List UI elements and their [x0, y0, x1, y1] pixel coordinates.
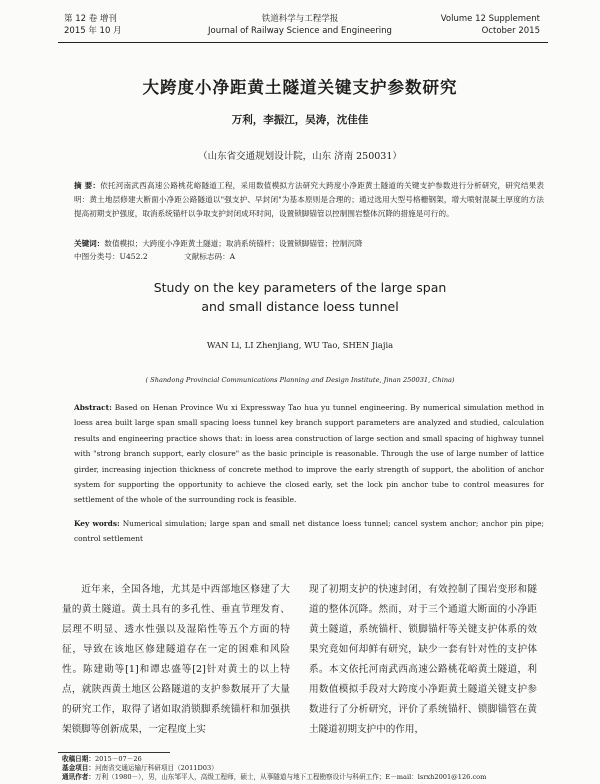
body-paragraph-left: 近年来，全国各地，尤其是中西部地区修建了大量的黄土隧道。黄土具有的多孔性、垂直节理发育、层理不明显、透水性强以及湿陷性等五个方面的特征，导致在该地区修建隧道存在一定的困难和风险性。陈建勋等[1]和谭忠盛等[2]针对黄土的以上特点，就陕西黄土地区公路隧道的支护参数展开了大量的研究工作，取得了诸如取消锁脚系统锚杆和加强拱架锁脚等创新成果，一定程度上实: [62, 584, 290, 735]
header-volume-en: Volume 12 Supplement: [440, 14, 540, 24]
title-en-line2: and small distance loess tunnel: [201, 299, 399, 314]
classification-cn: [74, 250, 544, 263]
header-volume-cn: 第 12 卷 增刊: [64, 14, 117, 24]
keywords-cn-text: 数值模拟；大跨度小净距黄土隧道；取消系统锚杆；设置锁脚锚管；控制沉降: [104, 239, 363, 248]
abstract-en-text: Based on Henan Province Wu xi Expressway Tao hua yu tunnel engineering. By numerical simulation method in loess area built large span small spacing loess tunnel key branch support parameters are analyzed and studied, calculation results and engineering practice shows that: in loess area construction of large section and small spacing of highway tunnel with "strong branch support, early closure" as the basic principle is reasonable. Through the use of large number of lattice girder, increasing injection thickness of concrete method to improve the early strength of support, the abolition of anchor system for supporting the opportunity to achieve the closed early, set the lock pin anchor tube to control measures for settlement of the whole of the surrounding rock is feasible.: [74, 403, 544, 505]
body-column-right: [309, 580, 537, 740]
footnote: [62, 755, 552, 782]
clc-number: 中图分类号：U452.2: [74, 252, 148, 261]
footnote-fund: 基金项目：河南省交通运输厅科研项目（2011D03）: [62, 764, 218, 772]
affiliation-en: ( Shandong Provincial Communications Planning and Design Institute, Jinan 250031, China): [145, 376, 455, 384]
authors-en: WAN Li, LI Zhenjiang, WU Tao, SHEN Jiajia: [206, 340, 394, 350]
header-date-en: October 2015: [481, 26, 540, 36]
header-journal-en: Journal of Railway Science and Engineering: [208, 26, 392, 36]
title-cn: 大跨度小净距黄土隧道关键支护参数研究: [142, 78, 458, 97]
footnote-received: 收稿日期：2015－07－26: [62, 755, 142, 763]
footnote-rule: [58, 752, 170, 753]
keywords-en-label: Key words:: [74, 519, 120, 528]
abstract-cn-text: 依托河南武西高速公路桃花峪隧道工程，采用数值模拟方法研究大跨度小净距黄土隧道的关键支护参数进行分析研究，研究结果表明：黄土地层修建大断面小净距公路隧道以"强支护、早封闭"为基本原则是合理的；通过选用大型号格栅钢架，增大喷射混凝土厚度的方法提高初期支护强度，取消系统锚杆以争取支护封闭成环时间，设置锁脚锚管以控制围岩整体沉降的措施是可行的。: [74, 181, 544, 218]
document-code: 文献标志码：A: [184, 252, 236, 261]
title-en: [0, 278, 600, 316]
authors-cn: 万利，李振江，吴涛，沈佳佳: [231, 114, 369, 126]
footnote-author: 通讯作者：万利（1980－），男，山东邹平人，高级工程师，硕士，从事隧道与地下工程勘察设计与科研工作；E－mail：lsrxh2001@126.com: [62, 773, 487, 781]
abstract-cn-label: 摘 要：: [74, 181, 101, 190]
abstract-en-label: Abstract:: [74, 403, 112, 412]
body-column-left: [62, 580, 290, 740]
keywords-en-text: Numerical simulation; large span and small net distance loess tunnel; cancel system anchor; anchor pin pipe; control settlement: [74, 519, 544, 544]
header-date-cn: 2015 年 10 月: [64, 26, 122, 36]
abstract-en: [74, 400, 544, 508]
header-rule: [58, 42, 548, 43]
keywords-cn: [74, 237, 544, 250]
affiliation-cn: （山东省交通规划设计院，山东 济南 250031）: [198, 151, 402, 162]
header-journal-cn: 铁道科学与工程学报: [261, 14, 339, 24]
body-paragraph-right: 现了初期支护的快速封闭，有效控制了围岩变形和隧道的整体沉降。然而，对于三个通道大断面的小净距黄土隧道，系统锚杆、锁脚锚杆等关键支护体系的效果究竟如何却鲜有研究，缺少一套有针对性的支护体系。本文依托河南武西高速公路桃花峪黄土隧道，利用数值模拟手段对大跨度小净距黄土隧道关键支护参数进行了分析研究，评价了系统锚杆、锁脚锚管在黄土隧道初期支护中的作用，: [309, 584, 537, 735]
title-en-line1: Study on the key parameters of the large span: [153, 280, 447, 295]
keywords-en: [74, 516, 544, 547]
keywords-cn-label: 关键词：: [74, 239, 105, 248]
abstract-cn: [74, 179, 544, 221]
